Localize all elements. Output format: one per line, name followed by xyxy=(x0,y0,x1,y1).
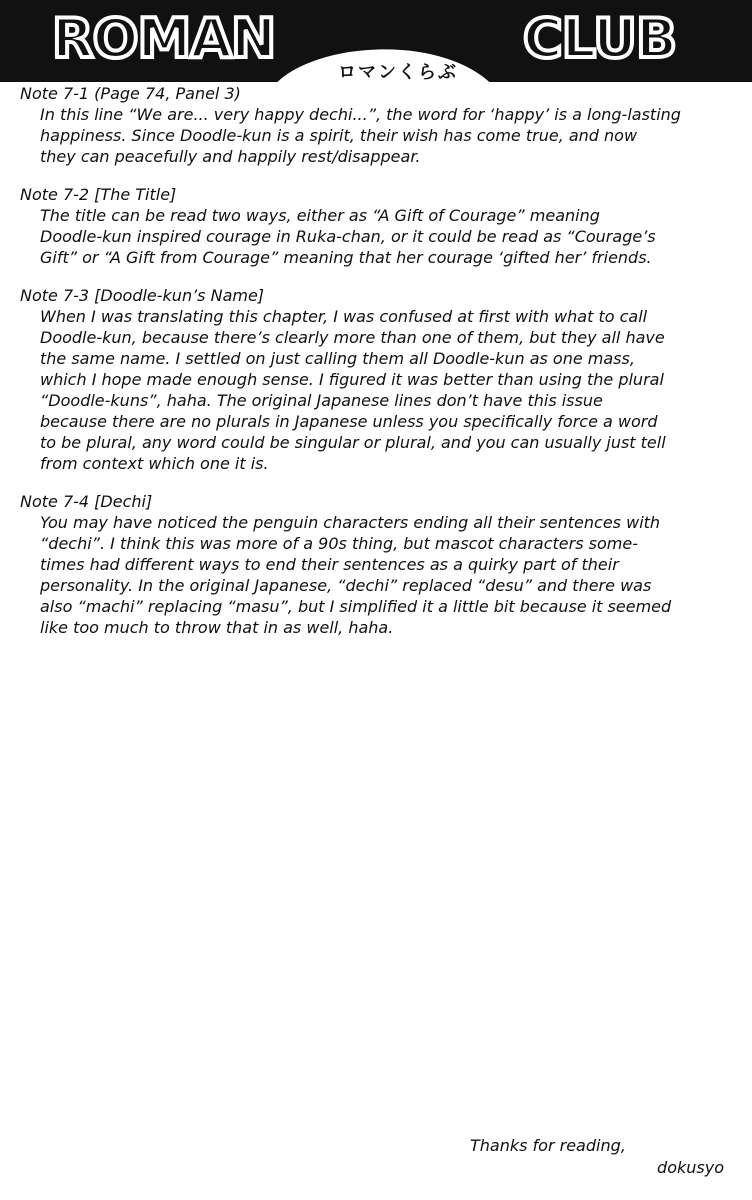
note-7-2 xyxy=(20,185,742,268)
note-line: like too much to throw that in as well, haha. xyxy=(40,618,394,637)
note-line: to be plural, any word could be singular or plural, and you can usually just tell xyxy=(40,433,666,452)
note-line: You may have noticed the penguin characters ending all their sentences with xyxy=(40,513,661,532)
note-line: times had different ways to end their sentences as a quirky part of their xyxy=(40,555,619,574)
note-line: also “machi” replacing “masu”, but I simplified it a little bit because it seemed xyxy=(40,597,672,616)
note-line: Doodle-kun inspired courage in Ruka-chan, or it could be read as “Courage’s xyxy=(40,227,656,246)
note-heading: Note 7-4 [Dechi] xyxy=(20,492,153,511)
note-7-1 xyxy=(20,84,742,167)
note-line: Gift” or “A Gift from Courage” meaning that her courage ‘gifted her’ friends. xyxy=(40,248,652,267)
note-line: they can peacefully and happily rest/disappear. xyxy=(40,147,421,166)
note-7-4 xyxy=(20,492,742,638)
signoff-author: dokusyo xyxy=(657,1158,724,1177)
note-line: The title can be read two ways, either as “A Gift of Courage” meaning xyxy=(40,206,600,225)
note-body xyxy=(40,104,742,167)
note-line: In this line “We are... very happy dechi...”, the word for ‘happy’ is a long-lasting xyxy=(40,105,681,124)
note-line: which I hope made enough sense. I figured it was better than using the plural xyxy=(40,370,664,389)
note-line: personality. In the original Japanese, “dechi” replaced “desu” and there was xyxy=(40,576,652,595)
logo-club: CLUB xyxy=(523,7,677,70)
notes-content xyxy=(20,84,742,656)
header-banner xyxy=(0,0,752,82)
note-line: When I was translating this chapter, I was confused at first with what to call xyxy=(40,307,648,326)
note-line: from context which one it is. xyxy=(40,454,269,473)
logo-subtitle: ロマンくらぶ xyxy=(338,62,458,82)
note-heading: Note 7-1 (Page 74, Panel 3) xyxy=(20,84,241,103)
note-line: “dechi”. I think this was more of a 90s thing, but mascot characters some- xyxy=(40,534,638,553)
note-line: the same name. I settled on just calling them all Doodle-kun as one mass, xyxy=(40,349,635,368)
note-7-3 xyxy=(20,286,742,474)
signoff xyxy=(470,1135,740,1179)
note-line: Doodle-kun, because there’s clearly more than one of them, but they all have xyxy=(40,328,665,347)
note-heading: Note 7-3 [Doodle-kun’s Name] xyxy=(20,286,265,305)
note-body xyxy=(40,306,742,474)
note-line: happiness. Since Doodle-kun is a spirit, their wish has come true, and now xyxy=(40,126,638,145)
note-body xyxy=(40,205,742,268)
note-body xyxy=(40,512,742,638)
note-line: because there are no plurals in Japanese unless you specifically force a word xyxy=(40,412,658,431)
signoff-thanks: Thanks for reading, xyxy=(470,1136,626,1155)
note-line: “Doodle-kuns”, haha. The original Japanese lines don’t have this issue xyxy=(40,391,603,410)
note-heading: Note 7-2 [The Title] xyxy=(20,185,177,204)
logo-roman: ROMAN xyxy=(52,7,276,70)
